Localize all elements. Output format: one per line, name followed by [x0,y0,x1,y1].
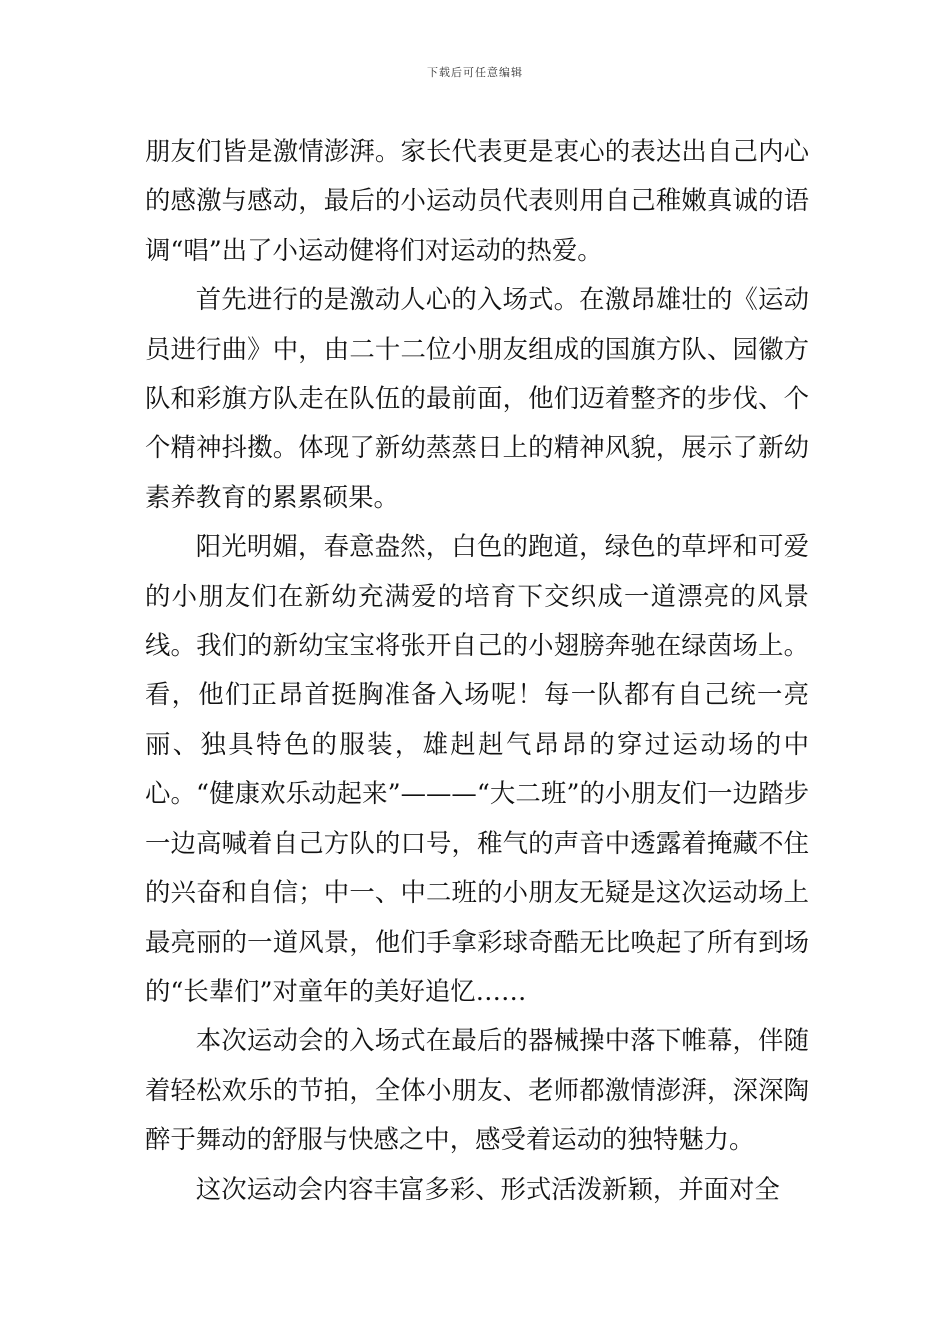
paragraph-sunny-scene: 阳光明媚，春意盎然，白色的跑道，绿色的草坪和可爱的小朋友们在新幼充满爱的培育下交织成一道漂亮的风景线。我们的新幼宝宝将张开自己的小翅膀奔驰在绿茵场上。看，他们正昂首挺胸准备入场呢！每一队都有自己统一亮丽、独具特色的服装，雄赳赳气昂昂的穿过运动场的中心。“健康欢乐动起来”———“大二班”的小朋友们一边踏步一边高喊着自己方队的口号，稚气的声音中透露着掩藏不住的兴奋和自信；中一、中二班的小朋友无疑是这次运动场上最亮丽的一道风景，他们手拿彩球奇酷无比唤起了所有到场的“长辈们”对童年的美好追忆…… [145,531,809,1006]
body-text [145,127,809,1214]
paragraph-summary: 这次运动会内容丰富多彩、形式活泼新颖，并面对全 [195,1173,780,1204]
header-note: 下载后可任意编辑 [427,66,523,79]
paragraph-continued: 朋友们皆是激情澎湃。家长代表更是衷心的表达出自己内心的感激与感动，最后的小运动员代表则用自己稚嫩真诚的语调“唱”出了小运动健将们对运动的热爱。 [145,136,809,265]
paragraph-entrance-ceremony: 首先进行的是激动人心的入场式。在激昂雄壮的《运动员进行曲》中，由二十二位小朋友组成的国旗方队、园徽方队和彩旗方队走在队伍的最前面，他们迈着整齐的步伐、个个精神抖擞。体现了新幼蒸蒸日上的精神风貌，展示了新幼素养教育的累累硕果。 [145,284,809,512]
paragraph-ceremony-end: 本次运动会的入场式在最后的器械操中落下帷幕，伴随着轻松欢乐的节拍，全体小朋友、老师都激情澎湃，深深陶醉于舞动的舒服与快感之中，感受着运动的独特魅力。 [145,1025,809,1155]
